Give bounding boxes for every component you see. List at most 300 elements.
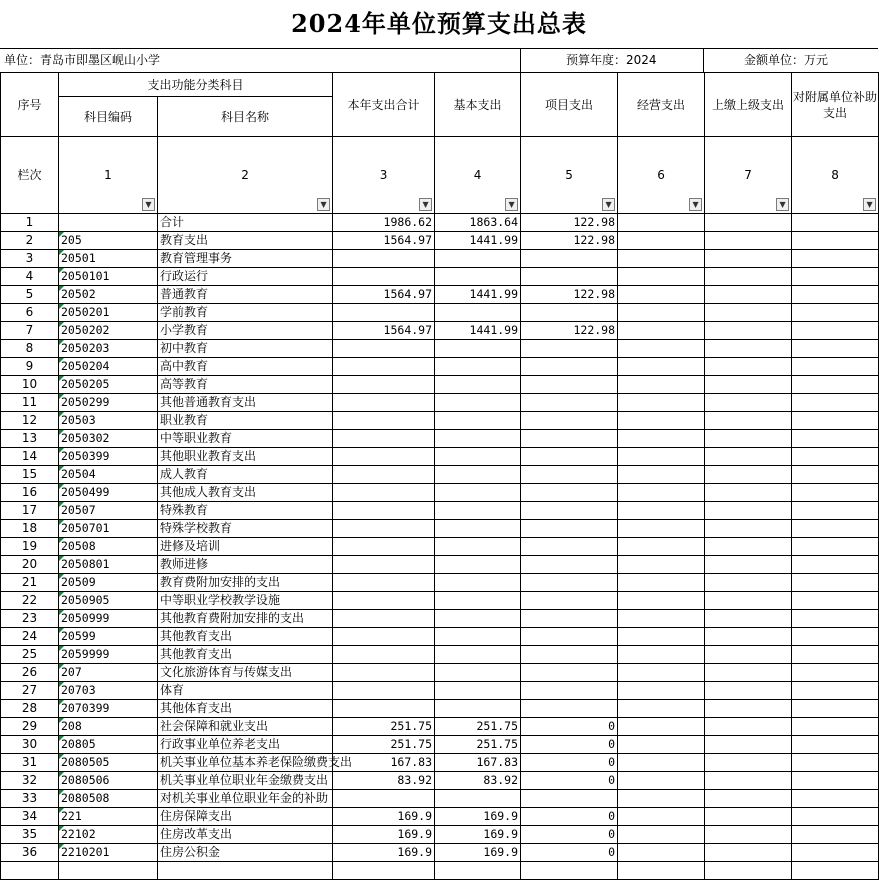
row-project[interactable] xyxy=(521,394,618,412)
row-basic[interactable]: 1863.64 xyxy=(435,214,521,232)
row-basic[interactable]: 1441.99 xyxy=(435,232,521,250)
row-total[interactable] xyxy=(333,466,435,484)
row-subsidy[interactable] xyxy=(792,286,879,304)
row-subsidy[interactable] xyxy=(792,592,879,610)
row-operating[interactable] xyxy=(618,322,705,340)
row-basic[interactable] xyxy=(435,664,521,682)
row-operating[interactable] xyxy=(618,358,705,376)
row-operating[interactable] xyxy=(618,502,705,520)
row-upper[interactable] xyxy=(705,322,792,340)
row-total[interactable] xyxy=(333,268,435,286)
row-name[interactable]: 教育费附加安排的支出 xyxy=(158,574,333,592)
row-upper[interactable] xyxy=(705,412,792,430)
row-name[interactable]: 学前教育 xyxy=(158,304,333,322)
row-basic[interactable] xyxy=(435,448,521,466)
row-total[interactable]: 251.75 xyxy=(333,718,435,736)
row-operating[interactable] xyxy=(618,700,705,718)
row-operating[interactable] xyxy=(618,286,705,304)
row-name[interactable] xyxy=(158,862,333,880)
row-basic[interactable]: 167.83 xyxy=(435,754,521,772)
row-code[interactable]: 2050203 xyxy=(59,340,158,358)
row-project[interactable] xyxy=(521,592,618,610)
row-basic[interactable] xyxy=(435,394,521,412)
row-total[interactable] xyxy=(333,628,435,646)
row-upper[interactable] xyxy=(705,502,792,520)
row-project[interactable]: 0 xyxy=(521,754,618,772)
row-total[interactable]: 1564.97 xyxy=(333,232,435,250)
row-project[interactable] xyxy=(521,574,618,592)
row-code[interactable]: 2210201 xyxy=(59,844,158,862)
row-upper[interactable] xyxy=(705,484,792,502)
row-project[interactable] xyxy=(521,628,618,646)
row-upper[interactable] xyxy=(705,430,792,448)
row-code[interactable]: 2050299 xyxy=(59,394,158,412)
row-total[interactable] xyxy=(333,574,435,592)
row-subsidy[interactable] xyxy=(792,394,879,412)
row-code[interactable]: 208 xyxy=(59,718,158,736)
row-operating[interactable] xyxy=(618,304,705,322)
row-name[interactable]: 教师进修 xyxy=(158,556,333,574)
row-operating[interactable] xyxy=(618,214,705,232)
row-code[interactable]: 20509 xyxy=(59,574,158,592)
row-project[interactable] xyxy=(521,862,618,880)
row-subsidy[interactable] xyxy=(792,412,879,430)
row-seq[interactable]: 9 xyxy=(1,358,59,376)
row-seq[interactable]: 34 xyxy=(1,808,59,826)
row-operating[interactable] xyxy=(618,268,705,286)
row-project[interactable] xyxy=(521,376,618,394)
row-name[interactable]: 社会保障和就业支出 xyxy=(158,718,333,736)
row-upper[interactable] xyxy=(705,268,792,286)
row-basic[interactable] xyxy=(435,412,521,430)
row-total[interactable]: 251.75 xyxy=(333,736,435,754)
row-upper[interactable] xyxy=(705,628,792,646)
row-code[interactable]: 2050999 xyxy=(59,610,158,628)
row-subsidy[interactable] xyxy=(792,808,879,826)
row-subsidy[interactable] xyxy=(792,538,879,556)
row-code[interactable]: 2080508 xyxy=(59,790,158,808)
row-upper[interactable] xyxy=(705,448,792,466)
row-seq[interactable]: 30 xyxy=(1,736,59,754)
row-project[interactable] xyxy=(521,484,618,502)
row-name[interactable]: 其他职业教育支出 xyxy=(158,448,333,466)
row-seq[interactable]: 19 xyxy=(1,538,59,556)
row-name[interactable]: 其他体育支出 xyxy=(158,700,333,718)
row-project[interactable] xyxy=(521,646,618,664)
row-project[interactable] xyxy=(521,700,618,718)
row-basic[interactable] xyxy=(435,340,521,358)
row-seq[interactable]: 22 xyxy=(1,592,59,610)
row-project[interactable]: 0 xyxy=(521,844,618,862)
row-basic[interactable] xyxy=(435,484,521,502)
row-upper[interactable] xyxy=(705,790,792,808)
row-seq[interactable]: 28 xyxy=(1,700,59,718)
row-seq[interactable]: 31 xyxy=(1,754,59,772)
row-seq[interactable] xyxy=(1,862,59,880)
row-upper[interactable] xyxy=(705,610,792,628)
row-subsidy[interactable] xyxy=(792,862,879,880)
row-total[interactable] xyxy=(333,484,435,502)
row-subsidy[interactable] xyxy=(792,718,879,736)
row-subsidy[interactable] xyxy=(792,646,879,664)
row-basic[interactable] xyxy=(435,304,521,322)
row-name[interactable]: 高等教育 xyxy=(158,376,333,394)
row-code[interactable]: 20502 xyxy=(59,286,158,304)
row-basic[interactable]: 1441.99 xyxy=(435,286,521,304)
row-project[interactable] xyxy=(521,340,618,358)
row-upper[interactable] xyxy=(705,754,792,772)
filter-dropdown-icon[interactable]: ▼ xyxy=(602,198,615,211)
row-basic[interactable] xyxy=(435,358,521,376)
row-name[interactable]: 对机关事业单位职业年金的补助 xyxy=(158,790,333,808)
row-code[interactable]: 221 xyxy=(59,808,158,826)
row-code[interactable] xyxy=(59,862,158,880)
row-project[interactable] xyxy=(521,790,618,808)
filter-dropdown-icon[interactable]: ▼ xyxy=(689,198,702,211)
row-subsidy[interactable] xyxy=(792,772,879,790)
row-subsidy[interactable] xyxy=(792,628,879,646)
row-seq[interactable]: 24 xyxy=(1,628,59,646)
row-subsidy[interactable] xyxy=(792,664,879,682)
row-code[interactable]: 2050499 xyxy=(59,484,158,502)
row-subsidy[interactable] xyxy=(792,304,879,322)
row-seq[interactable]: 21 xyxy=(1,574,59,592)
row-operating[interactable] xyxy=(618,808,705,826)
row-name[interactable]: 成人教育 xyxy=(158,466,333,484)
row-project[interactable] xyxy=(521,268,618,286)
row-seq[interactable]: 27 xyxy=(1,682,59,700)
row-subsidy[interactable] xyxy=(792,358,879,376)
row-subsidy[interactable] xyxy=(792,826,879,844)
row-operating[interactable] xyxy=(618,232,705,250)
row-seq[interactable]: 8 xyxy=(1,340,59,358)
row-seq[interactable]: 6 xyxy=(1,304,59,322)
row-total[interactable]: 1564.97 xyxy=(333,286,435,304)
row-upper[interactable] xyxy=(705,844,792,862)
row-project[interactable] xyxy=(521,556,618,574)
row-total[interactable] xyxy=(333,412,435,430)
row-operating[interactable] xyxy=(618,250,705,268)
row-basic[interactable] xyxy=(435,574,521,592)
row-subsidy[interactable] xyxy=(792,484,879,502)
row-name[interactable]: 高中教育 xyxy=(158,358,333,376)
row-name[interactable]: 机关事业单位职业年金缴费支出 xyxy=(158,772,333,790)
row-code[interactable]: 207 xyxy=(59,664,158,682)
row-basic[interactable]: 83.92 xyxy=(435,772,521,790)
row-total[interactable] xyxy=(333,862,435,880)
row-upper[interactable] xyxy=(705,214,792,232)
row-seq[interactable]: 7 xyxy=(1,322,59,340)
filter-dropdown-icon[interactable]: ▼ xyxy=(317,198,330,211)
row-project[interactable] xyxy=(521,430,618,448)
row-operating[interactable] xyxy=(618,538,705,556)
row-operating[interactable] xyxy=(618,628,705,646)
row-operating[interactable] xyxy=(618,754,705,772)
row-subsidy[interactable] xyxy=(792,682,879,700)
row-basic[interactable] xyxy=(435,376,521,394)
row-subsidy[interactable] xyxy=(792,322,879,340)
row-project[interactable] xyxy=(521,682,618,700)
row-operating[interactable] xyxy=(618,682,705,700)
row-seq[interactable]: 5 xyxy=(1,286,59,304)
row-upper[interactable] xyxy=(705,232,792,250)
row-operating[interactable] xyxy=(618,520,705,538)
row-subsidy[interactable] xyxy=(792,610,879,628)
row-seq[interactable]: 16 xyxy=(1,484,59,502)
row-code[interactable]: 2050701 xyxy=(59,520,158,538)
row-subsidy[interactable] xyxy=(792,430,879,448)
row-basic[interactable]: 169.9 xyxy=(435,808,521,826)
row-project[interactable] xyxy=(521,610,618,628)
row-total[interactable] xyxy=(333,358,435,376)
row-total[interactable] xyxy=(333,448,435,466)
row-basic[interactable] xyxy=(435,862,521,880)
row-total[interactable] xyxy=(333,790,435,808)
row-subsidy[interactable] xyxy=(792,268,879,286)
row-upper[interactable] xyxy=(705,520,792,538)
row-basic[interactable] xyxy=(435,502,521,520)
row-operating[interactable] xyxy=(618,556,705,574)
row-seq[interactable]: 33 xyxy=(1,790,59,808)
row-operating[interactable] xyxy=(618,862,705,880)
row-seq[interactable]: 13 xyxy=(1,430,59,448)
row-name[interactable]: 职业教育 xyxy=(158,412,333,430)
row-operating[interactable] xyxy=(618,448,705,466)
row-total[interactable]: 1564.97 xyxy=(333,322,435,340)
row-subsidy[interactable] xyxy=(792,250,879,268)
row-code[interactable]: 2050205 xyxy=(59,376,158,394)
row-upper[interactable] xyxy=(705,664,792,682)
row-name[interactable]: 特殊学校教育 xyxy=(158,520,333,538)
row-upper[interactable] xyxy=(705,574,792,592)
row-total[interactable] xyxy=(333,340,435,358)
row-total[interactable] xyxy=(333,646,435,664)
row-code[interactable] xyxy=(59,214,158,232)
row-operating[interactable] xyxy=(618,736,705,754)
row-code[interactable]: 20507 xyxy=(59,502,158,520)
row-seq[interactable]: 14 xyxy=(1,448,59,466)
row-basic[interactable] xyxy=(435,628,521,646)
row-total[interactable] xyxy=(333,538,435,556)
row-total[interactable] xyxy=(333,610,435,628)
row-seq[interactable]: 15 xyxy=(1,466,59,484)
row-upper[interactable] xyxy=(705,808,792,826)
row-code[interactable]: 2080506 xyxy=(59,772,158,790)
row-name[interactable]: 其他教育费附加安排的支出 xyxy=(158,610,333,628)
row-operating[interactable] xyxy=(618,718,705,736)
row-project[interactable]: 122.98 xyxy=(521,214,618,232)
row-subsidy[interactable] xyxy=(792,556,879,574)
row-basic[interactable] xyxy=(435,682,521,700)
row-total[interactable]: 169.9 xyxy=(333,826,435,844)
row-project[interactable]: 0 xyxy=(521,826,618,844)
row-basic[interactable] xyxy=(435,520,521,538)
row-seq[interactable]: 29 xyxy=(1,718,59,736)
row-code[interactable]: 20503 xyxy=(59,412,158,430)
row-operating[interactable] xyxy=(618,394,705,412)
filter-dropdown-icon[interactable]: ▼ xyxy=(419,198,432,211)
row-name[interactable]: 合计 xyxy=(158,214,333,232)
row-seq[interactable]: 3 xyxy=(1,250,59,268)
row-operating[interactable] xyxy=(618,646,705,664)
row-operating[interactable] xyxy=(618,376,705,394)
row-total[interactable] xyxy=(333,502,435,520)
row-total[interactable] xyxy=(333,430,435,448)
row-name[interactable]: 住房公积金 xyxy=(158,844,333,862)
row-total[interactable]: 1986.62 xyxy=(333,214,435,232)
row-code[interactable]: 20703 xyxy=(59,682,158,700)
row-code[interactable]: 2050101 xyxy=(59,268,158,286)
row-operating[interactable] xyxy=(618,772,705,790)
row-upper[interactable] xyxy=(705,862,792,880)
row-upper[interactable] xyxy=(705,682,792,700)
row-name[interactable]: 其他教育支出 xyxy=(158,646,333,664)
row-seq[interactable]: 26 xyxy=(1,664,59,682)
row-project[interactable]: 0 xyxy=(521,808,618,826)
row-project[interactable] xyxy=(521,664,618,682)
row-code[interactable]: 20805 xyxy=(59,736,158,754)
row-upper[interactable] xyxy=(705,304,792,322)
row-upper[interactable] xyxy=(705,340,792,358)
row-name[interactable]: 机关事业单位基本养老保险缴费支出 xyxy=(158,754,333,772)
row-name[interactable]: 行政事业单位养老支出 xyxy=(158,736,333,754)
row-total[interactable] xyxy=(333,304,435,322)
row-code[interactable]: 2080505 xyxy=(59,754,158,772)
row-name[interactable]: 文化旅游体育与传媒支出 xyxy=(158,664,333,682)
row-basic[interactable]: 251.75 xyxy=(435,718,521,736)
row-operating[interactable] xyxy=(618,412,705,430)
row-upper[interactable] xyxy=(705,466,792,484)
row-upper[interactable] xyxy=(705,358,792,376)
row-upper[interactable] xyxy=(705,826,792,844)
row-subsidy[interactable] xyxy=(792,214,879,232)
row-operating[interactable] xyxy=(618,664,705,682)
row-upper[interactable] xyxy=(705,736,792,754)
row-project[interactable]: 0 xyxy=(521,772,618,790)
row-name[interactable]: 小学教育 xyxy=(158,322,333,340)
row-name[interactable]: 进修及培训 xyxy=(158,538,333,556)
row-project[interactable] xyxy=(521,358,618,376)
row-seq[interactable]: 10 xyxy=(1,376,59,394)
row-upper[interactable] xyxy=(705,376,792,394)
row-basic[interactable] xyxy=(435,700,521,718)
row-total[interactable]: 83.92 xyxy=(333,772,435,790)
row-code[interactable]: 2050905 xyxy=(59,592,158,610)
row-code[interactable]: 20599 xyxy=(59,628,158,646)
row-project[interactable] xyxy=(521,520,618,538)
row-seq[interactable]: 11 xyxy=(1,394,59,412)
row-subsidy[interactable] xyxy=(792,340,879,358)
row-code[interactable]: 2050201 xyxy=(59,304,158,322)
row-operating[interactable] xyxy=(618,610,705,628)
row-name[interactable]: 普通教育 xyxy=(158,286,333,304)
row-name[interactable]: 特殊教育 xyxy=(158,502,333,520)
row-project[interactable] xyxy=(521,304,618,322)
row-upper[interactable] xyxy=(705,394,792,412)
row-code[interactable]: 22102 xyxy=(59,826,158,844)
row-seq[interactable]: 17 xyxy=(1,502,59,520)
row-seq[interactable]: 2 xyxy=(1,232,59,250)
filter-dropdown-icon[interactable]: ▼ xyxy=(142,198,155,211)
row-seq[interactable]: 18 xyxy=(1,520,59,538)
row-subsidy[interactable] xyxy=(792,232,879,250)
row-total[interactable] xyxy=(333,682,435,700)
row-code[interactable]: 2070399 xyxy=(59,700,158,718)
row-name[interactable]: 其他成人教育支出 xyxy=(158,484,333,502)
row-basic[interactable]: 169.9 xyxy=(435,826,521,844)
row-seq[interactable]: 23 xyxy=(1,610,59,628)
row-code[interactable]: 2050399 xyxy=(59,448,158,466)
row-subsidy[interactable] xyxy=(792,502,879,520)
row-subsidy[interactable] xyxy=(792,736,879,754)
row-seq[interactable]: 35 xyxy=(1,826,59,844)
row-subsidy[interactable] xyxy=(792,520,879,538)
row-code[interactable]: 205 xyxy=(59,232,158,250)
row-name[interactable]: 住房改革支出 xyxy=(158,826,333,844)
row-name[interactable]: 教育管理事务 xyxy=(158,250,333,268)
row-basic[interactable] xyxy=(435,556,521,574)
row-operating[interactable] xyxy=(618,826,705,844)
row-name[interactable]: 中等职业教育 xyxy=(158,430,333,448)
row-subsidy[interactable] xyxy=(792,700,879,718)
row-operating[interactable] xyxy=(618,592,705,610)
row-basic[interactable] xyxy=(435,592,521,610)
row-subsidy[interactable] xyxy=(792,448,879,466)
row-project[interactable]: 0 xyxy=(521,718,618,736)
row-operating[interactable] xyxy=(618,340,705,358)
row-project[interactable] xyxy=(521,448,618,466)
row-project[interactable] xyxy=(521,250,618,268)
row-name[interactable]: 其他普通教育支出 xyxy=(158,394,333,412)
row-seq[interactable]: 1 xyxy=(1,214,59,232)
row-total[interactable] xyxy=(333,250,435,268)
filter-dropdown-icon[interactable]: ▼ xyxy=(863,198,876,211)
row-code[interactable]: 20508 xyxy=(59,538,158,556)
row-name[interactable]: 住房保障支出 xyxy=(158,808,333,826)
row-basic[interactable] xyxy=(435,538,521,556)
row-project[interactable] xyxy=(521,412,618,430)
row-subsidy[interactable] xyxy=(792,754,879,772)
row-seq[interactable]: 20 xyxy=(1,556,59,574)
row-seq[interactable]: 12 xyxy=(1,412,59,430)
row-basic[interactable]: 251.75 xyxy=(435,736,521,754)
row-operating[interactable] xyxy=(618,484,705,502)
row-total[interactable] xyxy=(333,394,435,412)
row-total[interactable]: 169.9 xyxy=(333,808,435,826)
row-project[interactable]: 122.98 xyxy=(521,232,618,250)
row-subsidy[interactable] xyxy=(792,376,879,394)
filter-dropdown-icon[interactable]: ▼ xyxy=(776,198,789,211)
row-basic[interactable] xyxy=(435,268,521,286)
row-subsidy[interactable] xyxy=(792,574,879,592)
row-name[interactable]: 教育支出 xyxy=(158,232,333,250)
row-basic[interactable]: 169.9 xyxy=(435,844,521,862)
row-subsidy[interactable] xyxy=(792,844,879,862)
row-total[interactable] xyxy=(333,664,435,682)
row-code[interactable]: 2050302 xyxy=(59,430,158,448)
row-seq[interactable]: 25 xyxy=(1,646,59,664)
row-basic[interactable] xyxy=(435,610,521,628)
row-total[interactable] xyxy=(333,376,435,394)
row-total[interactable] xyxy=(333,556,435,574)
row-upper[interactable] xyxy=(705,538,792,556)
row-operating[interactable] xyxy=(618,790,705,808)
row-upper[interactable] xyxy=(705,772,792,790)
row-project[interactable]: 122.98 xyxy=(521,286,618,304)
row-code[interactable]: 2050204 xyxy=(59,358,158,376)
row-basic[interactable] xyxy=(435,250,521,268)
row-upper[interactable] xyxy=(705,700,792,718)
